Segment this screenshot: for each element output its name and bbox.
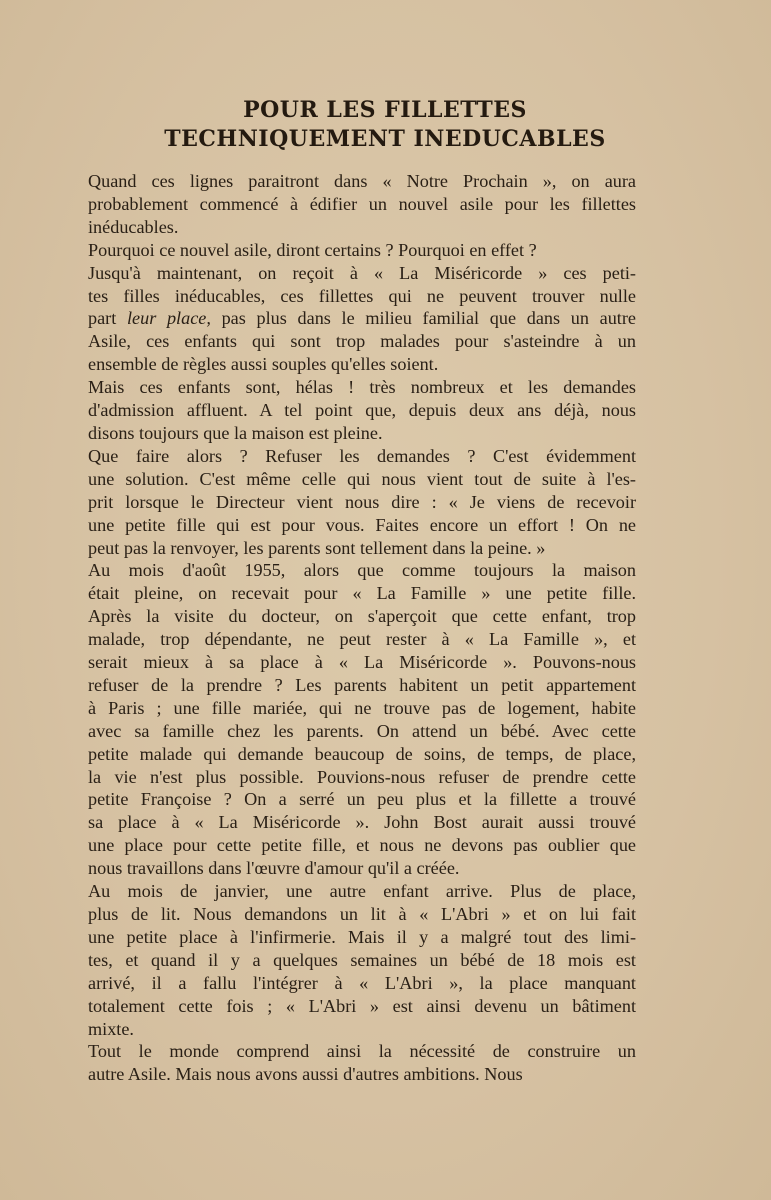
text-line: d'admission affluent. A tel point que, depuis deux ans déjà, nous [88,400,636,421]
text-line: part leur place, pas plus dans le milieu familial que dans un autre [88,308,636,329]
paragraph [88,376,636,445]
text-line: une petite place à l'infirmerie. Mais il y a malgré tout des limi- [88,926,636,947]
paragraph [88,262,636,377]
text-line: totalement cette fois ; « L'Abri » est ainsi devenu un bâtiment [88,995,636,1016]
text-line: petite malade qui demande beaucoup de soins, de temps, de place, [88,743,636,764]
text-line: prit lorsque le Directeur vient nous dire : « Je viens de recevoir [88,491,636,512]
text-line: Pourquoi ce nouvel asile, diront certains ? Pourquoi en effet ? [88,239,537,260]
paragraph [88,559,636,880]
text-line: petite Françoise ? On a serré un peu plus et la fillette a trouvé [88,789,636,810]
text-line: tes, et quand il y a quelques semaines un bébé de 18 mois est [88,949,636,970]
text-line: Quand ces lignes paraitront dans « Notre Prochain », on aura [88,171,636,191]
text-line: Asile, ces enfants qui sont trop malades pour s'asteindre à un [88,331,636,352]
emphasis: leur place, [126,308,211,329]
text-line: une solution. C'est même celle qui nous vient tout de suite à l'es- [88,468,636,489]
title-line-2: TECHNIQUEMENT INEDUCABLES [164,126,606,152]
paragraph [88,170,636,239]
paragraph [88,445,636,560]
text-line: nous travaillons dans l'œuvre d'amour qu'il a créée. [88,858,460,879]
text-line: Que faire alors ? Refuser les demandes ? C'est évidemment [88,445,636,466]
text-line: plus de lit. Nous demandons un lit à « L'Abri » et on lui fait [88,904,636,924]
text-line: Tout le monde comprend ainsi la nécessité de construire un [88,1041,636,1062]
text-line: peut pas la renvoyer, les parents sont tellement dans la peine. » [88,537,546,558]
text-line: refuser de la prendre ? Les parents habitent un petit appartement [88,674,636,695]
paragraph [88,880,636,1040]
text-line: à Paris ; une fille mariée, qui ne trouve pas de logement, habite [88,697,636,718]
text-line: probablement commencé à édifier un nouvel asile pour les fillettes [88,193,636,214]
text-line: Au mois de janvier, une autre enfant arrive. Plus de place, [88,881,636,902]
text-line: Au mois d'août 1955, alors que comme toujours la maison [88,560,636,581]
text-line: mixte. [88,1018,134,1039]
paragraph [88,1040,636,1086]
text-line: la vie n'est plus possible. Pouvions-nous refuser de prendre cette [88,766,636,787]
paragraph [88,239,636,262]
text-line: malade, trop dépendante, ne peut rester à « La Famille », et [88,629,636,650]
title-line-1: POUR LES FILLETTES [243,97,527,123]
text-line: Après la visite du docteur, on s'aperçoit que cette enfant, trop [88,606,636,627]
article-body [88,170,636,1086]
text-line: une petite fille qui est pour vous. Faites encore un effort ! On ne [88,514,636,535]
text-line: autre Asile. Mais nous avons aussi d'autres ambitions. Nous [88,1064,523,1085]
article-title [90,96,680,154]
text-line: avec sa famille chez les parents. On attend un bébé. Avec cette [88,720,636,741]
text-line: Mais ces enfants sont, hélas ! très nombreux et les demandes [88,377,636,398]
text-line: sa place à « La Miséricorde ». John Bost aurait aussi trouvé [88,812,636,833]
text-line: disons toujours que la maison est pleine. [88,422,383,443]
text-line: était pleine, on recevait pour « La Famille » une petite fille. [88,583,636,604]
text-line: inéducables. [88,216,179,237]
text-line: arrivé, il a fallu l'intégrer à « L'Abri », la place manquant [88,972,636,993]
text-line: serait mieux à sa place à « La Miséricorde ». Pouvons-nous [88,652,636,673]
text-line: une place pour cette petite fille, et nous ne devons pas oublier que [88,835,636,856]
text-line: Jusqu'à maintenant, on reçoit à « La Miséricorde » ces peti- [88,262,636,283]
text-line: tes filles inéducables, ces fillettes qui ne peuvent trouver nulle [88,285,636,306]
text-line: ensemble de règles aussi souples qu'elles soient. [88,354,439,375]
